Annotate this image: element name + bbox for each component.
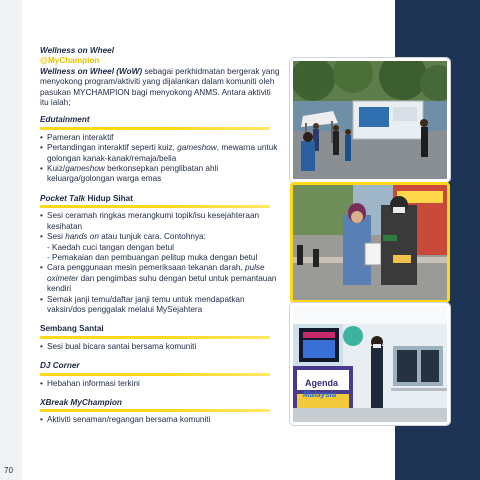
photo-health-check [290, 182, 450, 303]
list-item: • Aktiviti senaman/regangan bersama komuniti [40, 415, 280, 425]
intro-title: Wellness on Wheel [40, 46, 115, 55]
edutainment-list [40, 133, 280, 185]
xbreak-list [40, 415, 280, 425]
intro-paragraph [40, 67, 280, 109]
list-item: • Sesi hands on atau tunjuk cara. Contohnya: [40, 232, 280, 242]
main-text-column [40, 46, 280, 428]
dj-list [40, 379, 280, 389]
sub-list-item: - Pemakaian dan pembuangan pelitup muka dengan betul [47, 252, 258, 262]
photo-outdoor-event [290, 58, 450, 182]
left-margin-strip [0, 0, 22, 480]
section-divider [40, 205, 270, 208]
vehicle-sign-line2: Malaysia [303, 390, 337, 399]
section-xbreak [40, 398, 280, 428]
intro-hashtag: @MyChampion [40, 56, 100, 66]
intro-body-text: sebagai perkhidmatan bergerak yang menyokong program/aktiviti yang dijalankan dalam komuniti oleh pasukan MYCHAMPION bagi menyokong ANMS. Antara aktiviti itu ialah; [40, 66, 280, 108]
section-divider [40, 373, 270, 376]
section-divider [40, 336, 270, 339]
sembang-title: Sembang Santai [40, 324, 104, 334]
section-pocket-talk [40, 194, 280, 317]
page-number: 70 [4, 466, 13, 475]
list-item: • Semak janji temu/daftar janji temu untuk mendapatkan vaksin/dos penggalak melalui MySejahtera [40, 295, 280, 316]
section-edutainment [40, 115, 280, 186]
pocket-talk-title: Pocket Talk Hidup Sihat [40, 193, 133, 203]
section-divider [40, 127, 270, 130]
list-item: • Pameran interaktif [40, 133, 280, 143]
intro-body-title: Wellness on Wheel (WoW) [40, 66, 143, 76]
section-sembang-santai [40, 324, 280, 354]
list-item: • Sesi ceramah ringkas merangkumi topik/isu kesejahteraan kesihatan [40, 211, 280, 232]
list-item: • Hebahan informasi terkini [40, 379, 280, 389]
list-item: • Cara penggunaan mesin pemeriksaan tekanan darah, pulse oximeter dan pengimbas suhu dengan betul untuk pemantauan kendiri [40, 263, 280, 294]
dj-title: DJ Corner [40, 361, 80, 371]
pocket-talk-list [40, 211, 280, 315]
photo-vehicle-interior [290, 303, 450, 425]
sembang-list [40, 342, 280, 352]
edutainment-title: Edutainment [40, 115, 90, 125]
xbreak-title: XBreak MyChampion [40, 397, 122, 407]
section-divider [40, 409, 270, 412]
sub-list-item: - Kaedah cuci tangan dengan betul [47, 242, 175, 252]
list-item: • Sesi bual bicara santai bersama komuniti [40, 342, 280, 352]
list-item: • Kuiz/gameshow berkonsepkan penglibatan ahli keluarga/golongan warga emas [40, 164, 280, 185]
list-item: • Pertandingan interaktif seperti kuiz, gameshow, mewarna untuk golongan kanak-kanak/remaja/belia [40, 143, 280, 164]
vehicle-sign-line1: Agenda [305, 378, 339, 388]
section-dj-corner [40, 361, 280, 391]
